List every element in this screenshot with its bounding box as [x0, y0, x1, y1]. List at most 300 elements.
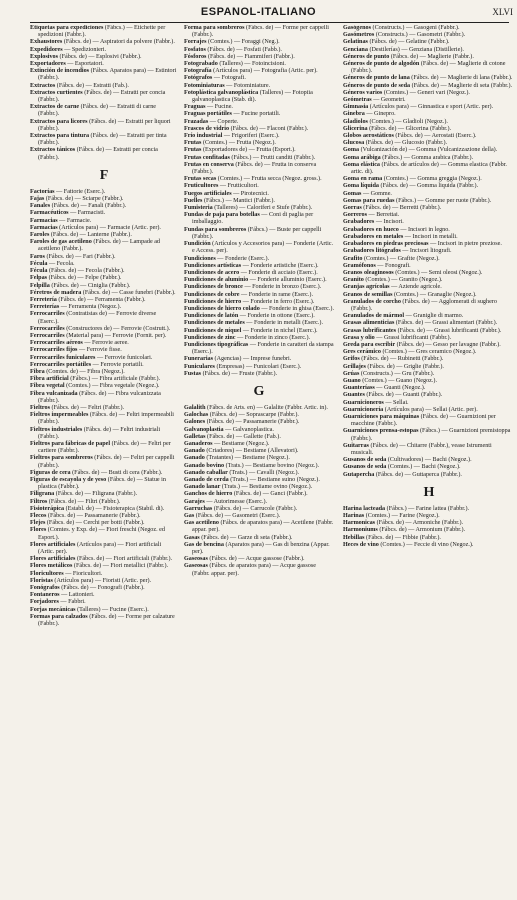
- entry-translation: — Coperte.: [208, 118, 239, 125]
- entry-translation: — Fonderie in caratteri da stampa (Eserc.).: [192, 341, 334, 356]
- entry-translation: (Comtes.) — Gladioli (Negoz.).: [367, 118, 448, 125]
- directory-entry: [184, 292, 334, 299]
- entry-translation: — Aziende agricole.: [389, 284, 442, 291]
- directory-entry: [30, 455, 178, 469]
- entry-translation: (Artículos para) — Sellai (Artic. per).: [383, 406, 478, 413]
- entry-heading: Geómetras: [343, 97, 372, 104]
- entry-heading: Ferrocarriles: [30, 311, 65, 318]
- entry-heading: Gas de bencina: [184, 541, 224, 548]
- entry-translation: (Fábcs.) — Mantici (Fabbr.).: [202, 197, 275, 204]
- directory-entry: [184, 455, 334, 462]
- entry-translation: — Fucine.: [205, 104, 233, 111]
- entry-translation: (Fábcs. de) — Gasometri (Eserc.).: [194, 513, 281, 519]
- directory-entry: [30, 39, 178, 46]
- entry-heading: Fósforos: [184, 53, 207, 60]
- entry-heading: Glicerina: [343, 125, 368, 132]
- entry-heading: Frutas: [184, 147, 202, 154]
- entry-heading: Goma arábiga: [343, 154, 381, 161]
- entry-heading: Granjas agrícolas: [343, 284, 390, 291]
- entry-heading: Farmacias: [30, 224, 58, 231]
- directory-entry: [343, 126, 515, 133]
- directory-entry: [184, 364, 334, 371]
- directory-entry: [30, 47, 178, 54]
- entry-translation: (Fábcs. de) — Aerostati (Eserc.).: [393, 133, 477, 140]
- entry-heading: Explosivos: [30, 53, 58, 60]
- entry-translation: — Berrettai.: [367, 212, 400, 219]
- entry-heading: Ferrocarriles aéreos: [30, 340, 83, 347]
- entry-heading: Fundiciones de hierro: [184, 298, 242, 305]
- column-2: [184, 25, 334, 886]
- directory-entry: [343, 542, 515, 549]
- directory-entry: [184, 111, 334, 118]
- entry-heading: Harmonicas: [343, 520, 376, 527]
- entry-heading: Hebillas: [343, 534, 365, 541]
- entry-translation: (Artículos para) — Fotografia (Artic. per).: [211, 68, 318, 75]
- entry-heading: Granos oleaginosos: [343, 269, 394, 276]
- entry-heading: Gres cerámico: [343, 349, 381, 356]
- directory-entry: [30, 563, 178, 570]
- entry-heading: Guarnicioneros: [343, 399, 384, 406]
- entry-heading: Glucosa: [343, 140, 365, 147]
- entry-heading: Gaseosas: [184, 556, 208, 563]
- entry-heading: Ferrocarriles fijos: [30, 347, 78, 354]
- entry-translation: — Fecola.: [47, 260, 75, 267]
- entry-heading: Flores artificiales: [30, 541, 76, 548]
- entry-translation: — Fonderie in rame (Eserc.).: [239, 291, 313, 298]
- entry-heading: Faroles de gas acetileno: [30, 239, 92, 246]
- entry-heading: Grillajes: [343, 363, 366, 370]
- entry-translation: (Fábcs. Aparatos para) — Estintori (Fabbr.).: [38, 68, 177, 82]
- entry-heading: Exhaustores: [30, 39, 63, 46]
- entry-heading: Fécula: [30, 260, 48, 267]
- entry-heading: Féretros de madera: [30, 289, 82, 296]
- entry-translation: (Fábcs.) — Guarnizioni premistoppa (Fabbr.).: [351, 428, 511, 442]
- entry-translation: (Talleres) — Fotoincisioni.: [217, 61, 286, 68]
- entry-heading: Fontaneros: [30, 592, 60, 599]
- entry-translation: — Farmacie.: [57, 217, 92, 224]
- entry-translation: (Fábcs. de) — Griglie (Fabbr.).: [365, 363, 444, 370]
- entry-heading: Figuras de cera: [30, 469, 71, 476]
- directory-entry: [343, 263, 515, 270]
- directory-entry: [184, 356, 334, 363]
- entry-heading: Harmoniums: [343, 527, 378, 534]
- directory-entry: [30, 355, 178, 362]
- entry-translation: — Pirotecnici.: [231, 190, 269, 197]
- entry-translation: (Comtes.) — Feccie di vino (Negoz.).: [378, 541, 474, 548]
- directory-entry: [30, 441, 178, 455]
- entry-translation: (Artículos para) — Farmacie (Artic. per).: [57, 224, 161, 231]
- entry-heading: Fieltros industriales: [30, 426, 83, 433]
- directory-entry: [184, 335, 334, 342]
- directory-entry: [343, 147, 515, 154]
- directory-entry: [30, 427, 178, 441]
- entry-translation: — Frigoriferi (Eserc.).: [222, 133, 280, 140]
- entry-translation: (Material para) — Ferrovie (Fornit. per).: [64, 332, 167, 339]
- directory-entry: [30, 68, 178, 82]
- entry-translation: (Comtes.) — Fibra vegetale (Negoz.).: [64, 383, 160, 390]
- directory-entry: [343, 392, 515, 399]
- directory-entry: [184, 212, 334, 226]
- entry-heading: Forma para sombreros: [184, 25, 245, 31]
- entry-translation: (Fábcs. de) — Fibbie (Fabbr.).: [364, 534, 441, 541]
- entry-heading: Fundiciones de aluminio: [184, 277, 249, 284]
- entry-heading: Gaseosas: [184, 563, 208, 570]
- directory-entry: [184, 191, 334, 198]
- directory-entry: [184, 427, 334, 434]
- entry-translation: (Exportadores de) — Frutta (Esport.).: [201, 147, 296, 154]
- entry-heading: Ganchos de hierro: [184, 491, 233, 498]
- directory-entry: [184, 176, 334, 183]
- entry-translation: (Establ. de) — Fisioterapica (Stabil. di).: [64, 505, 165, 512]
- entry-heading: Extinción de incendios: [30, 68, 90, 75]
- entry-heading: Ferrocarriles funiculares: [30, 354, 96, 361]
- entry-translation: — Ginepro.: [364, 111, 396, 118]
- entry-translation: (Agencias) — Imprese funebri.: [213, 356, 292, 363]
- entry-translation: (Comtes.) — Granito (Negoz.).: [363, 277, 443, 284]
- entry-heading: Galochas: [184, 412, 209, 419]
- directory-entry: [30, 147, 178, 161]
- entry-translation: — Fonderie in ottone (Eserc.).: [238, 313, 315, 320]
- entry-heading: Guarniciones para máquinas: [343, 413, 420, 420]
- entry-translation: — Fonderie di acciaio (Eserc.).: [239, 269, 318, 276]
- entry-translation: (Fábcs. de) — Ciniglia (Fabbr.).: [49, 282, 131, 289]
- directory-entry: [343, 162, 515, 176]
- entry-translation: (Fábcs. de) — Acque gassose (Fabbr.).: [207, 556, 305, 563]
- entry-heading: Extractos curtientes: [30, 89, 83, 96]
- directory-entry: [343, 75, 515, 82]
- entry-translation: (Fábcs. de) — Forme per cappelli (Fabbr.).: [192, 25, 329, 39]
- entry-heading: Ginebra: [343, 111, 365, 118]
- entry-translation: (Fábcs.) — Gomma arabica (Fabbr.).: [380, 154, 474, 161]
- directory-entry: [184, 183, 334, 190]
- directory-entry: [343, 407, 515, 414]
- entry-translation: (Talleres) — Fotopiia galvanoplastica (Stab. di).: [192, 89, 313, 104]
- entry-heading: Harina lacteada: [343, 505, 386, 512]
- directory-entry: [30, 470, 178, 477]
- entry-heading: Filigrana: [30, 491, 55, 498]
- entry-translation: — Incisori in legno.: [398, 226, 450, 233]
- directory-entry: [30, 333, 178, 340]
- entry-heading: Grasas lubrificantes: [343, 327, 397, 334]
- entry-heading: Garruchas: [184, 505, 213, 512]
- entry-translation: (Fábcs. de) — Soprascarpe (Fabbr.).: [208, 412, 299, 419]
- directory-entry: [343, 227, 515, 234]
- entry-translation: (Fábcs. de) — Forme per calzature (Fabbr.).: [38, 613, 175, 628]
- entry-translation: (Fábcs. de) — Fibra vulcanizzata (Fabbr.).: [38, 390, 161, 404]
- directory-entry: [343, 104, 515, 111]
- directory-entry: [30, 203, 178, 210]
- directory-entry: [343, 464, 515, 471]
- entry-heading: Extractos tánicos: [30, 147, 76, 154]
- directory-entry: [343, 356, 515, 363]
- directory-entry: [30, 347, 178, 354]
- entry-translation: (Fábcs. de) — Fiammiferi (Fabbr.).: [206, 53, 295, 60]
- entry-translation: (Fábcs. de) — Busti di cera (Fabbr.).: [70, 469, 163, 476]
- entry-translation: (Fábcs. de) — Glicerina (Fabbr.).: [367, 125, 452, 132]
- entry-heading: Goma elástica: [343, 161, 381, 168]
- entry-heading: Fotograbado: [184, 61, 218, 68]
- entry-heading: Faroles: [30, 232, 50, 239]
- entry-heading: Extractos: [30, 82, 56, 89]
- entry-translation: (Fábcs. de) — Casse funebri (Fabbr.).: [81, 289, 176, 296]
- directory-entry: [30, 506, 178, 513]
- entry-translation: (Fábcs. de) — Esplosivi (Fabbr.).: [57, 53, 142, 60]
- entry-translation: (Trats.) — Bestiame bovino (Negoz.).: [224, 462, 320, 469]
- directory-entry: [30, 607, 178, 614]
- entry-heading: Fundiciones de bronce: [184, 284, 243, 291]
- directory-entry: [184, 119, 334, 126]
- directory-entry: [184, 104, 334, 111]
- entry-translation: (Constructs.) — Gru (Fabbr.).: [359, 370, 435, 377]
- entry-translation: (Fábcs. de) — Chitarre (Fabbr.), vease Istrumenti musicali.: [351, 442, 492, 456]
- directory-entry: [184, 147, 334, 154]
- entry-heading: Garajes: [184, 498, 205, 505]
- entry-heading: Frutas en conserva: [184, 161, 234, 168]
- entry-translation: — Fabbri.: [58, 599, 86, 606]
- entry-translation: — Incisori.: [374, 219, 404, 226]
- entry-heading: Fisioterápica: [30, 505, 65, 512]
- entry-heading: Gelatinas: [343, 39, 368, 46]
- directory-entry: [184, 491, 334, 498]
- entry-heading: Gimnasia: [343, 104, 369, 111]
- entry-translation: (Fábcs. de) — Feltri industriali (Fabbr.).: [38, 426, 161, 440]
- entry-translation: (Fábcs. de) — Maglierie (Fabbr.).: [389, 53, 474, 60]
- entry-translation: (Fábcs. de) — Filtri (Fabbr.).: [47, 498, 121, 505]
- entry-heading: Galones: [184, 419, 206, 426]
- entry-translation: — Incisori in metalli.: [403, 233, 458, 240]
- entry-heading: Factorías: [30, 188, 55, 195]
- entry-heading: Forrajes: [184, 39, 207, 46]
- entry-heading: Fuegos artificiales: [184, 190, 232, 197]
- entry-translation: (Trats.) — Bestiame suino (Negoz.).: [228, 476, 320, 483]
- section-letter: F: [99, 167, 109, 183]
- entry-heading: Filtros: [30, 498, 48, 505]
- entry-translation: — Frutticultori.: [218, 183, 259, 190]
- entry-heading: Grabadores litógrafos: [343, 248, 401, 255]
- entry-heading: Floristas: [30, 577, 53, 584]
- entry-heading: Frutas secas: [184, 176, 217, 183]
- entry-heading: Flores metálicos: [30, 563, 73, 570]
- entry-heading: Gutapercha: [343, 471, 375, 478]
- directory-entry: [30, 491, 178, 498]
- entry-translation: (Comtes. y Exp. de) — Fiori freschi (Negoz. ed Esport.).: [38, 527, 165, 541]
- directory-entry: [184, 470, 334, 477]
- entry-translation: (Fábcs. de) — Fiori artificiali (Fabbr.).: [75, 556, 173, 563]
- entry-translation: — Fonderie in ghisa (Eserc.).: [259, 305, 334, 312]
- entry-translation: (Fábcs. de) — Felpe (Fabbr.).: [47, 275, 122, 282]
- directory-entry: [30, 412, 178, 426]
- entry-heading: Ganado de cerda: [184, 476, 229, 483]
- entry-translation: (Fábcs. de) — Garze di seta (Fabbr.).: [199, 534, 293, 541]
- directory-entry: [184, 90, 334, 104]
- entry-heading: Flores: [30, 527, 47, 534]
- entry-translation: (Fábcs. de) — Filigrana (Fabbr.).: [54, 491, 138, 498]
- directory-entry: [343, 198, 515, 205]
- entry-translation: (Fábcs. de) — Fruste (Fabbr.).: [201, 370, 278, 377]
- directory-entry: [184, 198, 334, 205]
- entry-heading: Ferretería: [30, 296, 57, 303]
- directory-entry: [343, 299, 515, 313]
- entry-heading: Flecos: [30, 513, 47, 519]
- entry-heading: Guarniciones prensa-estopas: [343, 428, 419, 435]
- entry-heading: Grafito: [343, 255, 363, 262]
- entry-translation: (Comtes.) — Guano (Negoz.).: [360, 377, 437, 384]
- entry-translation: (Fábcs. de) — Gallette (Fab.).: [205, 433, 281, 440]
- entry-heading: Gomas para ruedas: [343, 197, 395, 204]
- entry-heading: Galvanoplastia: [184, 426, 224, 433]
- entry-heading: Fonógrafos: [30, 585, 60, 592]
- entry-translation: — Graniglie di marmo.: [404, 313, 464, 320]
- directory-entry: [343, 61, 515, 75]
- entry-translation: — Geometri.: [371, 97, 406, 104]
- entry-heading: Gorras: [343, 205, 362, 212]
- entry-heading: Fraguas portátiles: [184, 111, 232, 118]
- entry-heading: Granulados de mármol: [343, 313, 405, 320]
- directory-entry: [343, 535, 515, 542]
- entry-translation: (Fábcs. de) — Fiori metallici (Fabbr.).: [72, 563, 169, 570]
- entry-translation: — Autorimesse (Eserc.).: [204, 498, 268, 505]
- entry-translation: (Comtes.) — Farine (Negoz.).: [364, 513, 440, 519]
- entry-heading: Fundas para sombreros: [184, 226, 247, 233]
- entry-translation: (Comtes.) — Frutta (Negoz.).: [201, 140, 276, 147]
- entry-translation: (Fábcs. de) — Carrucole (Fabbr.).: [212, 505, 298, 512]
- directory-entry: [184, 320, 334, 327]
- section-letter: G: [253, 383, 265, 399]
- entry-translation: — Ferrovie portatili.: [91, 361, 144, 368]
- entry-translation: (Fábcs. de) — Feltri per cartiere (Fabbr.).: [38, 440, 171, 455]
- directory-entry: [30, 275, 178, 282]
- entry-heading: Grasa y olio: [343, 334, 375, 341]
- entry-translation: (Fábcs. de) — Cerchi per botti (Fabbr.).: [45, 520, 145, 527]
- entry-heading: Guarnicionería: [343, 406, 384, 413]
- directory-entry: [343, 443, 515, 457]
- directory-entry: [30, 83, 178, 90]
- entry-translation: — Fonderie in bronzo (Eserc.).: [242, 284, 322, 291]
- entry-heading: Ferreterías: [30, 304, 60, 311]
- entry-translation: (Fábcs. de) — Grassi lubrificanti (Fabbr.).: [396, 327, 502, 334]
- directory-entry: [184, 162, 334, 176]
- entry-heading: Globos aerostáticos: [343, 133, 394, 140]
- column-1: [30, 25, 178, 886]
- entry-translation: — Fonderie artistiche (Eserc.).: [241, 262, 319, 269]
- directory-entry: [184, 371, 334, 378]
- directory-entry: [30, 25, 178, 39]
- entry-translation: (Fábcs. de) — Armoniche (Fabbr.).: [375, 520, 464, 527]
- directory-entry: [184, 241, 334, 255]
- entry-translation: (Cultivadores) — Bachi (Negoz.).: [386, 457, 472, 464]
- directory-entry: [30, 261, 178, 268]
- entry-translation: (Trats.) — Cavalli (Negoz.).: [227, 469, 300, 476]
- directory-entry: [343, 47, 515, 54]
- entry-heading: Galalith: [184, 404, 206, 411]
- entry-heading: Greda para escribir: [343, 341, 396, 348]
- entry-translation: — Fattorie (Eserc.).: [54, 188, 106, 195]
- entry-heading: Exportadores: [30, 61, 66, 68]
- entry-translation: (Fábcs.) — Farine lattea (Fabbr.).: [385, 505, 470, 512]
- entry-heading: Fieltros impermeables: [30, 412, 89, 419]
- entry-heading: Fundiciones: [184, 255, 216, 262]
- directory-entry: [30, 218, 178, 225]
- entry-heading: Ganaderos: [184, 440, 213, 447]
- entry-heading: Funiculares: [184, 363, 215, 370]
- directory-entry: [184, 83, 334, 90]
- entry-translation: (Fábcs. de) — Lanterne (Fabbr.).: [49, 232, 132, 239]
- page-number: XLVI: [492, 7, 513, 17]
- entry-translation: (Fábcs. de) — Lampade ad acetileno (Fabbr.).: [38, 239, 161, 253]
- entry-translation: (Artículos para) — Fioristi (Artic. per).: [52, 577, 152, 584]
- entry-translation: — Fotografi.: [212, 75, 246, 82]
- entry-heading: Fundiciones de acero: [184, 269, 240, 276]
- directory-entry: [184, 419, 334, 426]
- entry-translation: (Fábcs. de) — Berretti (Fabbr.).: [361, 205, 442, 212]
- entry-heading: Forjadores: [30, 599, 59, 606]
- directory-entry: [343, 472, 515, 479]
- entry-heading: Grabadores en metales: [343, 233, 404, 240]
- entry-translation: (Criadores) — Bestiame (Allevatori).: [204, 448, 299, 455]
- entry-heading: Fundiciones de latón: [184, 313, 239, 320]
- entry-translation: (Fábcs. de) — Ganci (Fabbr.).: [232, 491, 308, 498]
- directory-entry: [184, 535, 334, 542]
- entry-translation: — Coni di paglia per imballaggio.: [192, 212, 314, 226]
- entry-heading: Extractos para tintura: [30, 133, 90, 140]
- entry-translation: (Comtes.) — Bachi (Negoz.).: [386, 464, 461, 471]
- entry-translation: (Constructores de) — Ferrovie (Costrutt.).: [64, 325, 171, 332]
- directory-entry: [343, 400, 515, 407]
- entry-heading: Ganado caballar: [184, 469, 228, 476]
- entry-heading: Gas: [184, 513, 195, 519]
- directory-entry: [184, 506, 334, 513]
- entry-heading: Fundición: [184, 241, 211, 248]
- entry-translation: (Fábcs. de) — Aspiratori da polvere (Fabbr.).: [62, 39, 175, 46]
- directory-entry: [343, 328, 515, 335]
- entry-translation: (Comtes.) — Grafite (Negoz.).: [362, 255, 440, 262]
- entry-heading: Fraguas: [184, 104, 206, 111]
- entry-translation: (Fábcs. de) — Fonografi (Fabbr.).: [59, 585, 145, 592]
- directory-entry: [343, 212, 515, 219]
- directory-entry: [30, 614, 178, 628]
- directory-entry: [343, 248, 515, 255]
- directory-entry: [184, 284, 334, 291]
- entry-heading: Fanales: [30, 203, 51, 210]
- entry-translation: — Incisori in pietre preziose.: [428, 241, 502, 248]
- entry-heading: Figuras de escayola y de yeso: [30, 476, 107, 483]
- directory-entry: [30, 542, 178, 556]
- entry-heading: Flejes: [30, 520, 46, 527]
- entry-translation: (Artículos para) — Ginnastica e sport (Artic. per).: [368, 104, 494, 111]
- entry-heading: Galletas: [184, 433, 206, 440]
- entry-heading: Frutas: [184, 140, 202, 147]
- directory-entry: [343, 39, 515, 46]
- entry-heading: Fibra artificial: [30, 376, 69, 383]
- entry-translation: (Fábcs. de) — Fari (Fabbr.).: [44, 253, 116, 260]
- entry-translation: (Fábcs. de) — Estratti (Fab.).: [55, 82, 129, 89]
- directory-entry: [343, 54, 515, 61]
- directory-entry: [343, 219, 515, 226]
- entry-heading: Gas acetileno: [184, 520, 219, 527]
- entry-heading: Guano: [343, 377, 361, 384]
- entry-translation: (Comtes.) — Granaglie (Negoz.).: [392, 291, 477, 298]
- entry-translation: (Comtes.) — Frutta secca (Negoz. gross.).: [216, 176, 322, 183]
- entry-heading: Grabadores: [343, 219, 375, 226]
- entry-translation: (Comtes.) — Generi vari (Negoz.).: [382, 89, 470, 96]
- entry-heading: Grúas: [343, 370, 360, 377]
- entry-translation: — Ferrovie aeree.: [82, 340, 129, 347]
- entry-translation: (Fábcs. de) — Guanti (Fabbr.).: [364, 392, 443, 399]
- entry-heading: Fotominiaturas: [184, 82, 225, 89]
- entry-heading: Funerarias: [184, 356, 213, 363]
- entry-translation: — Fucine portatili.: [231, 111, 281, 118]
- entry-heading: Fotógrafos: [184, 75, 213, 82]
